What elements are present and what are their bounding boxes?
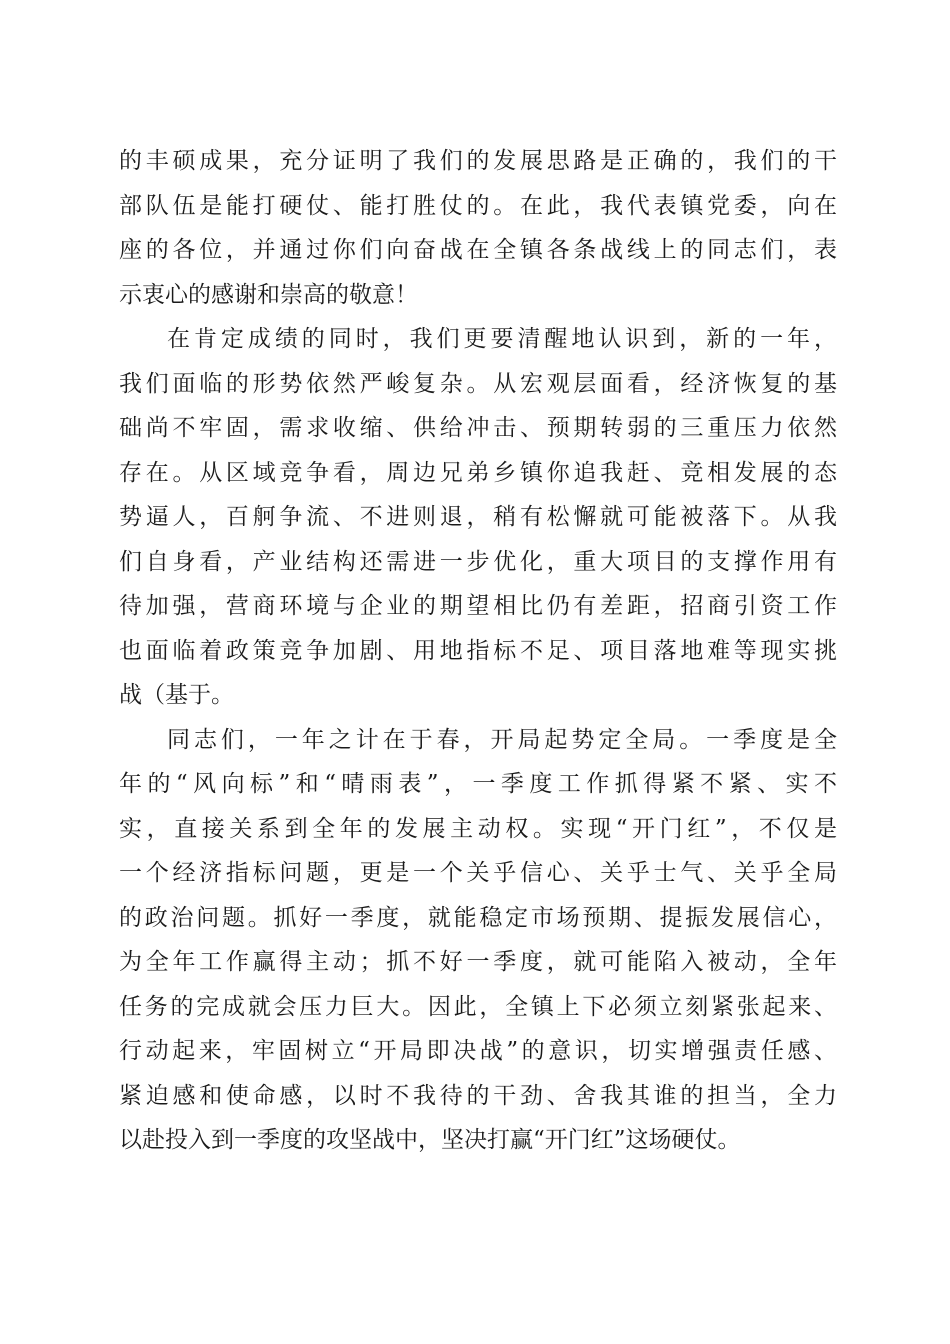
text-line: 的政治问题。抓好一季度，就能稳定市场预期、提振发展信心， [119,904,837,931]
text-line: 年的“风向标”和“晴雨表”，一季度工作抓得紧不紧、实不 [119,771,837,797]
text-line: 的丰硕成果，充分证明了我们的发展思路是正确的，我们的干 [119,148,837,174]
text-line: 示衷心的感谢和崇高的敬意！ [119,281,418,308]
text-line: 我们面临的形势依然严峻复杂。从宏观层面看，经济恢复的基 [119,370,837,397]
text-line: 行动起来，牢固树立“开局即决战”的意识，切实增强责任感、 [119,1038,837,1064]
text-line: 以赴投入到一季度的攻坚战中，坚决打赢“开门红”这场硬仗。 [119,1127,741,1153]
text-line: 们自身看，产业结构还需进一步优化，重大项目的支撑作用有 [119,548,837,575]
text-line: 在肯定成绩的同时，我们更要清醒地认识到，新的一年， [167,326,837,352]
text-line: 部队伍是能打硬仗、能打胜仗的。在此，我代表镇党委，向在 [119,192,837,219]
text-line: 势逼人，百舸争流、不进则退，稍有松懈就可能被落下。从我 [119,504,837,530]
document-body [119,139,837,1163]
text-line: 为全年工作赢得主动；抓不好一季度，就可能陷入被动，全年 [119,949,837,975]
text-line: 同志们，一年之计在于春，开局起势定全局。一季度是全 [167,726,837,753]
text-line: 存在。从区域竞争看，周边兄弟乡镇你追我赶、竞相发展的态 [119,459,837,486]
text-line: 实，直接关系到全年的发展主动权。实现“开门红”，不仅是 [119,815,837,842]
text-line: 战（基于。 [119,682,234,708]
text-line: 也面临着政策竞争加剧、用地指标不足、项目落地难等现实挑 [119,637,837,664]
paragraph-2 [119,317,837,718]
text-line: 待加强，营商环境与企业的期望相比仍有差距，招商引资工作 [119,593,837,619]
text-line: 一个经济指标问题，更是一个关乎信心、关乎士气、关乎全局 [119,860,837,886]
paragraph-3 [119,718,837,1163]
paragraph-1 [119,139,837,317]
text-line: 础尚不牢固，需求收缩、供给冲击、预期转弱的三重压力依然 [119,415,837,441]
text-line: 任务的完成就会压力巨大。因此，全镇上下必须立刻紧张起来、 [119,993,837,1020]
text-line: 紧迫感和使命感，以时不我待的干劲、舍我其谁的担当，全力 [119,1082,837,1109]
text-line: 座的各位，并通过你们向奋战在全镇各条战线上的同志们，表 [119,237,837,263]
